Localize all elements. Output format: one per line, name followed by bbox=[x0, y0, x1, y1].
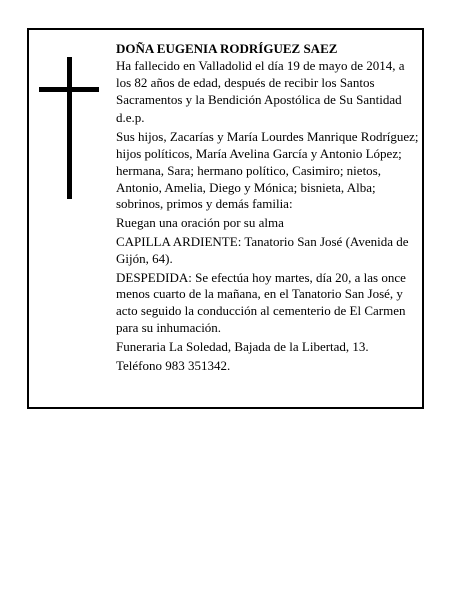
dep-abbreviation: d.e.p. bbox=[116, 110, 145, 126]
obituary-notice bbox=[27, 28, 424, 409]
deceased-name: DOÑA EUGENIA RODRÍGUEZ SAEZ bbox=[116, 41, 338, 56]
notice-text bbox=[116, 39, 422, 376]
cross-horizontal-bar bbox=[39, 87, 99, 92]
funeral-home-address: Funeraria La Soledad, Bajada de la Libertad, 13. bbox=[116, 338, 369, 354]
farewell-info: DESPEDIDA: Se efectúa hoy martes, día 20, a las once menos cuarto de la mañana, en el Tanatorio San José, y acto seguido la conducción al cementerio de El Carmen para su inhumación. bbox=[116, 269, 406, 335]
death-announcement: Ha fallecido en Valladolid el día 19 de mayo de 2014, a los 82 años de edad, después de recibir los Santos Sacramentos y la Bendición Apostólica de Su Santidad bbox=[116, 58, 405, 107]
cross-vertical-bar bbox=[67, 57, 72, 199]
cross-icon bbox=[39, 57, 99, 199]
prayer-request: Ruegan una oración por su alma bbox=[116, 215, 284, 231]
chapel-info: CAPILLA ARDIENTE: Tanatorio San José (Avenida de Gijón, 64). bbox=[116, 233, 409, 266]
family-list: Sus hijos, Zacarías y María Lourdes Manrique Rodríguez; hijos políticos, María Avelina García y Antonio López; hermana, Sara; hermano político, Casimiro; nietos, Antonio, Amelia, Diego y Mónica; bisnieta, Alba; sobrinos, primos y demás familia: bbox=[116, 129, 419, 212]
funeral-home-phone: Teléfono 983 351342. bbox=[116, 357, 231, 373]
